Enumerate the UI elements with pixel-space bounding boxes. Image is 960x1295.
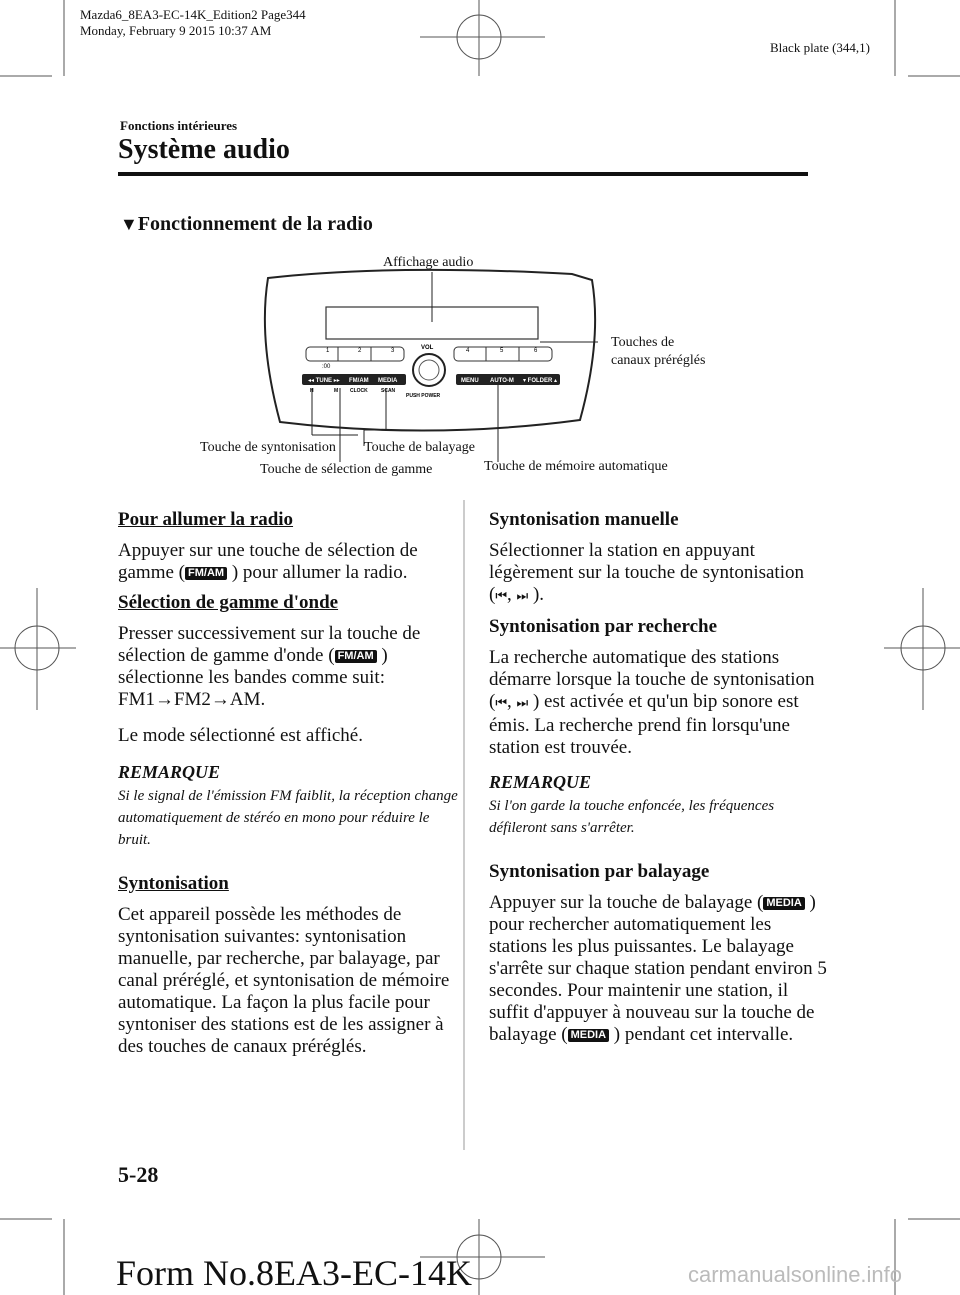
seek-up-icon: ⏭ xyxy=(516,589,529,604)
topic-heading xyxy=(120,213,373,236)
callout-display: Affichage audio xyxy=(383,255,474,270)
para-seek-tuning: La recherche automatique des stations démarre lorsque la touche de syntonisation (⏮, ⏭ ) est activée et qu'un bip sonore est émis. La recherche prend fin lorsqu'une station est trouvée. xyxy=(489,647,815,758)
fmam-button-icon: FM/AM xyxy=(335,650,377,663)
heading-band-select: Sélection de gamme d'onde xyxy=(118,592,339,613)
svg-text:AUTO-M: AUTO-M xyxy=(490,378,514,384)
para-power-on: Appuyer sur une touche de sélection de gamme ( FM/AM ) pour allumer la radio. xyxy=(118,540,418,583)
svg-text:5: 5 xyxy=(500,348,504,354)
page-number: 5-28 xyxy=(118,1162,159,1187)
svg-text:PUSH POWER: PUSH POWER xyxy=(406,393,441,399)
callout-automem: Touche de mémoire automatique xyxy=(484,459,668,474)
svg-text:▾ FOLDER ▴: ▾ FOLDER ▴ xyxy=(523,378,558,384)
section-category: Fonctions intérieures xyxy=(120,118,238,133)
watermark: carmanualsonline.info xyxy=(688,1262,903,1287)
media-button-icon: MEDIA xyxy=(568,1029,609,1042)
file-date: Monday, February 9 2015 10:37 AM xyxy=(80,23,272,38)
form-number: Form No.8EA3-EC-14K xyxy=(116,1253,472,1293)
svg-text:◂◂ TUNE ▸▸: ◂◂ TUNE ▸▸ xyxy=(308,378,340,384)
section-title: Système audio xyxy=(118,134,290,165)
svg-text:CLOCK: CLOCK xyxy=(350,388,368,394)
svg-text:M: M xyxy=(334,388,339,394)
heading-seek-tuning: Syntonisation par recherche xyxy=(489,616,718,637)
heading-manual-tuning: Syntonisation manuelle xyxy=(489,509,679,530)
svg-text::00: :00 xyxy=(322,364,331,370)
callout-presets xyxy=(611,334,705,370)
para-tuning: Cet appareil possède les méthodes de syntonisation suivantes: syntonisation manuelle, par recherche, par balayage, par canal préréglé, et syntonisation de mémoire automatique. La façon la plus facile pour syntoniser des stations est de les assigner à des touches de canaux préréglés. xyxy=(118,904,450,1057)
callout-presets-line2: canaux préréglés xyxy=(611,353,706,368)
seek-down-icon: ⏮ xyxy=(495,696,508,711)
svg-text:MENU: MENU xyxy=(461,378,479,384)
volume-knob xyxy=(413,354,445,386)
para-band-select: Presser successivement sur la touche de sélection de gamme d'onde ( FM/AM ) sélectionne les bandes comme suit: FM1→FM2→AM. xyxy=(118,623,421,710)
heading-power-on: Pour allumer la radio xyxy=(118,509,294,530)
file-name: Mazda6_8EA3-EC-14K_Edition2 Page344 xyxy=(80,7,306,22)
svg-text:MEDIA: MEDIA xyxy=(378,378,398,384)
callout-scan: Touche de balayage xyxy=(364,440,475,455)
svg-text:VOL: VOL xyxy=(421,345,434,351)
note-text-2: Si l'on garde la touche enfoncée, les fréquences défileront sans s'arrêter. xyxy=(489,798,775,836)
heading-tuning: Syntonisation xyxy=(118,873,229,894)
plate-label: Black plate (344,1) xyxy=(770,40,870,55)
triangle-icon: ▼ xyxy=(120,214,138,234)
note-title-1: REMARQUE xyxy=(118,762,221,782)
svg-text:4: 4 xyxy=(466,348,470,354)
callout-band: Touche de sélection de gamme xyxy=(260,462,433,477)
svg-text:3: 3 xyxy=(391,348,395,354)
left-column xyxy=(118,509,458,1066)
section-rule xyxy=(118,172,808,176)
fmam-button-icon: FM/AM xyxy=(185,567,227,580)
heading-scan-tuning: Syntonisation par balayage xyxy=(489,861,710,882)
topic-heading-text: Fonctionnement de la radio xyxy=(137,213,373,235)
para-band-mode: Le mode sélectionné est affiché. xyxy=(118,725,363,746)
note-text-1: Si le signal de l'émission FM faiblit, la réception change automatiquement de stéréo en mono pour réduire le bruit. xyxy=(118,788,458,848)
callout-presets-line1: Touches de xyxy=(611,335,675,350)
note-title-2: REMARQUE xyxy=(489,772,592,792)
seek-up-icon: ⏭ xyxy=(516,696,529,711)
callout-tune: Touche de syntonisation xyxy=(200,440,336,455)
right-column xyxy=(489,509,829,1054)
svg-text:6: 6 xyxy=(534,348,538,354)
media-button-icon: MEDIA xyxy=(763,897,804,910)
svg-text:2: 2 xyxy=(358,348,362,354)
svg-text:SCAN: SCAN xyxy=(381,388,396,394)
svg-text:1: 1 xyxy=(326,348,330,354)
para-manual-tuning: Sélectionner la station en appuyant légèrement sur la touche de syntonisation (⏮, ⏭ ). xyxy=(489,540,804,605)
para-scan-tuning: Appuyer sur la touche de balayage ( MEDIA ) pour rechercher automatiquement les stations les plus puissantes. Le balayage s'arrête sur chaque station pendant environ 5 secondes. Pour maintenir une station, il suffit d'appuyer à nouveau sur la touche de balayage ( MEDIA ) pendant cet intervalle. xyxy=(489,892,827,1045)
seek-down-icon: ⏮ xyxy=(495,589,508,604)
svg-text:H: H xyxy=(310,388,314,394)
svg-text:FM/AM: FM/AM xyxy=(349,378,369,384)
